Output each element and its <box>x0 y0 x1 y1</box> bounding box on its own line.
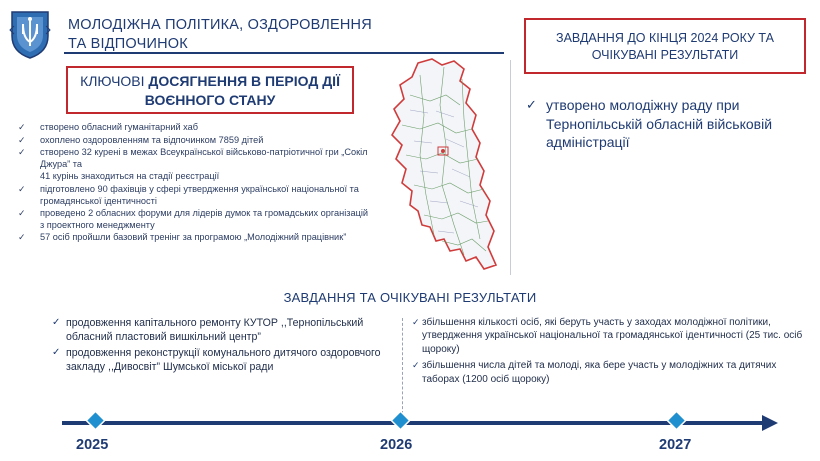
list-item: ✓ збільшення кількості осіб, які беруть участь у заходах молодіжної політики, утвердження української національної та громадянської ідентичності (25 тис. осіб щороку) <box>412 317 803 355</box>
check-icon: ✓ <box>526 97 537 112</box>
list-item: ✓ збільшення числа дітей та молоді, яка бере участь у молодіжних та дитячих таборах (1200 осіб щороку) <box>412 360 777 385</box>
list-item: ✓ продовження капітального ремонту КУТОР ,,Тернопільський обласний пластовий вишкільний центр” <box>52 317 364 343</box>
list-item: ✓ підготовлено 90 фахівців у сфері утвердження української національної та громадянської ідентичності <box>18 183 359 206</box>
list-item: ✓ охоплено оздоровленням та відпочинком 7859 дітей <box>18 134 264 145</box>
timeline-arrow-icon <box>762 415 778 431</box>
trident-crest-icon <box>8 8 52 60</box>
section-title: ЗАВДАННЯ ТА ОЧІКУВАНІ РЕЗУЛЬТАТИ <box>283 290 537 305</box>
vertical-divider <box>510 60 511 275</box>
check-icon: ✓ <box>18 232 26 243</box>
achievements-heading: КЛЮЧОВІ ДОСЯГНЕННЯ В ПЕРІОД ДІЇ ВОЄННОГО СТАНУ <box>66 66 354 114</box>
timeline-year: 2027 <box>659 437 692 453</box>
check-icon: ✓ <box>52 317 61 328</box>
ternopil-oblast-map-icon <box>380 55 500 275</box>
tasks-2024-item: ✓ утворено молодіжну раду при Тернопільській обласній військовій адміністрації <box>526 97 773 150</box>
list-item: ✓ 57 осіб пройшли базовий тренінг за програмою „Молодіжний працівник” <box>18 232 347 243</box>
check-icon: ✓ <box>18 134 26 145</box>
list-item: ✓ створено обласний гуманітарний хаб <box>18 122 199 132</box>
timeline-year: 2026 <box>380 437 413 453</box>
list-item: 41 курінь знаходиться на стадії реєстрації <box>40 171 220 182</box>
list-item: ✓ проведено 2 обласних форуми для лідерів думок та громадських організацій з проектного менеджменту <box>18 208 368 230</box>
timeline-year: 2025 <box>76 437 109 453</box>
timeline-marker <box>667 411 685 429</box>
check-icon: ✓ <box>18 147 26 158</box>
check-icon: ✓ <box>18 183 26 194</box>
tasks-right-list <box>412 316 808 389</box>
tasks-left-list <box>50 316 390 376</box>
check-icon: ✓ <box>412 360 420 371</box>
timeline-marker <box>391 411 409 429</box>
list-item: ✓ створено 32 курені в межах Всеукраїнської військово-патріотичної гри „Сокіл Джура” та <box>18 147 368 169</box>
check-icon: ✓ <box>52 347 61 358</box>
dashed-divider <box>402 318 403 414</box>
list-item: ✓ продовження реконструкції комунального дитячого оздоровчого закладу ,,Дивосвіт” Шумської міської ради <box>52 347 381 373</box>
achievements-list <box>8 122 368 245</box>
title-underline <box>64 52 504 54</box>
page-title: МОЛОДІЖНА ПОЛІТИКА, ОЗДОРОВЛЕННЯ ТА ВІДПОЧИНОК <box>68 17 372 52</box>
tasks-2024-heading: ЗАВДАННЯ ДО КІНЦЯ 2024 РОКУ ТА ОЧІКУВАНІ РЕЗУЛЬТАТИ <box>524 18 806 74</box>
check-icon: ✓ <box>412 317 420 327</box>
timeline-marker <box>86 411 104 429</box>
check-icon: ✓ <box>18 122 26 132</box>
check-icon: ✓ <box>18 208 26 219</box>
timeline <box>62 411 782 435</box>
